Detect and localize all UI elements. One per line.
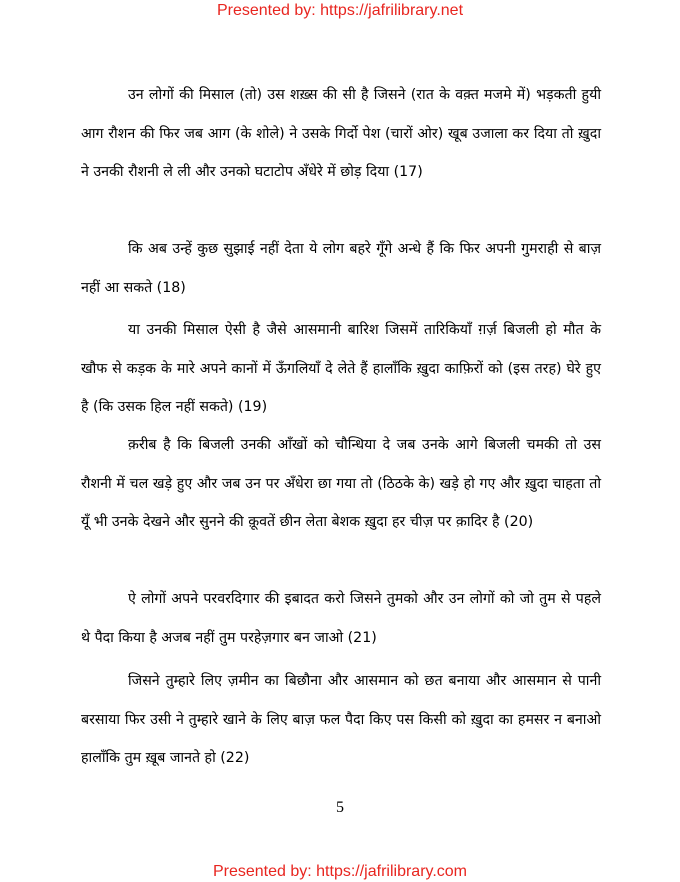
verse-22: जिसने तुम्हारे लिए ज़मीन का बिछौना और आसमान को छत बनाया और आसमान से पानी बरसाया फिर उसी ने तुम्हारे खाने के लिए बाज़ फल पैदा किए पस किसी को ख़ुदा का हमसर न बनाओ हालाँकि तुम ख़ूब जानते हो (22) [81,673,601,766]
page-number: 5 [336,799,344,816]
verse-20: क़रीब है कि बिजली उनकी आँखों को चौन्धिया दे जब उनके आगे बिजली चमकी तो उस रौशनी में चल खड़े हुए और जब उन पर अँधेरा छा गया तो (ठिठके के) खड़े हो गए और ख़ुदा चाहता तो यूँ भी उनके देखने और सुनने की क़ूवतें छीन लेता बेशक ख़ुदा हर चीज़ पर क़ादिर है (20) [81,437,601,530]
verse-17: उन लोगों की मिसाल (तो) उस शख़्स की सी है जिसने (रात के वक़्त मजमे में) भड़कती हुयी आग रौशन की फिर जब आग (के शोले) ने उसके गिर्दो पेश (चारों ओर) खूब उजाला कर दिया तो ख़ुदा ने उनकी रौशनी ले ली और उनको घटाटोप अँधेरे में छोड़ दिया (17) [81,87,601,180]
watermark-bottom: Presented by: https://jafrilibrary.com [212,863,468,880]
verse-21: ऐ लोगों अपने परवरदिगार की इबादत करो जिसने तुमको और उन लोगों को जो तुम से पहले थे पैदा किया है अजब नहीं तुम परहेज़गार बन जाओ (21) [81,591,601,646]
watermark-top: Presented by: https://jafrilibrary.net [216,2,464,19]
verse-19: या उनकी मिसाल ऐसी है जैसे आसमानी बारिश जिसमें तारिकियाँ ग़र्ज़ बिजली हो मौत के खौफ से कड़क के मारे अपने कानों में ऊँगलियाँ दे लेते हैं हालाँकि ख़ुदा काफ़िरों को (इस तरह) घेरे हुए है (कि उसक हिल नहीं सकते) (19) [81,322,601,415]
verse-18: कि अब उन्हें कुछ सुझाई नहीं देता ये लोग बहरे गूँगे अन्धे हैं कि फिर अपनी गुमराही से बाज़ नहीं आ सकते (18) [81,241,601,296]
